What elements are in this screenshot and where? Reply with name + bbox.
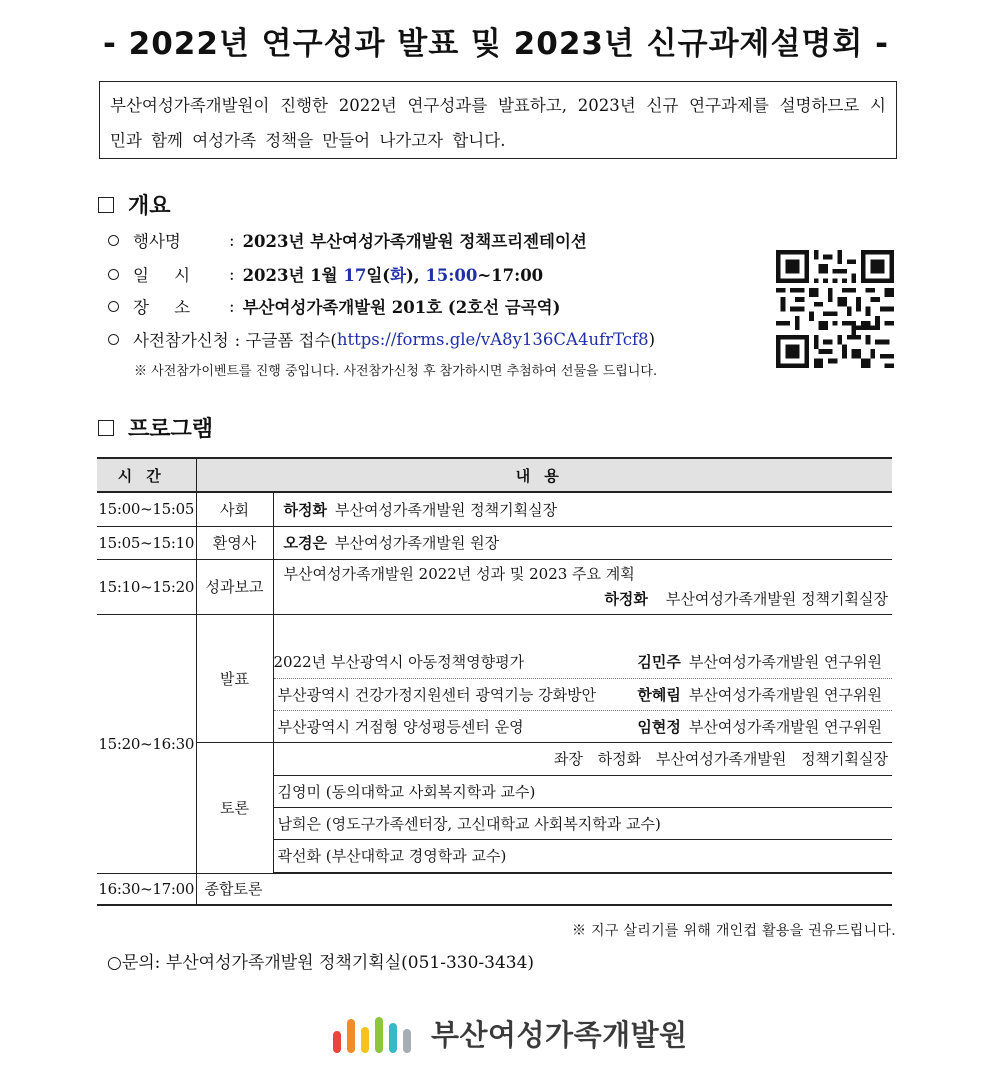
circle-bullet-icon — [108, 269, 119, 280]
logo-bars-icon — [333, 1015, 417, 1053]
event-label: 행사명 — [133, 232, 181, 251]
event-value: 2023년 부산여성가족개발원 정책프리젠테이션 — [242, 232, 587, 251]
table-row: 15:05~15:10 환영사 오경은 부산여성가족개발원 원장 — [97, 526, 892, 559]
intro-box — [99, 81, 897, 159]
logo-bar — [403, 1029, 411, 1053]
signup-link[interactable]: https://forms.gle/vA8y136CA4ufrTcf8 — [336, 329, 649, 349]
logo-bar — [347, 1019, 355, 1053]
circle-bullet-icon — [108, 235, 119, 246]
date-day: 17 — [343, 266, 367, 285]
contact-info: ○문의: 부산여성가족개발원 정책기획실(051-330-3434) — [107, 953, 535, 973]
signup-row: 사전참가신청 : 구글폼 접수( https://forms.gle/vA8y136CA4ufrTcf8 ) — [108, 327, 655, 351]
table-header-row — [97, 458, 892, 492]
table-row: 15:20~16:30 발표 — [97, 614, 892, 646]
event-name-row: 행사명 : 2023년 부산여성가족개발원 정책프리젠테이션 — [108, 228, 587, 252]
table-row: 2022년 부산광역시 아동정책영향평가 김민주 부산여성가족개발원 연구위원 — [97, 646, 892, 678]
table-row: 김영미 (동의대학교 사회복지학과 교수) — [97, 775, 892, 807]
intro-text: 부산여성가족개발원이 진행한 2022년 연구성과를 발표하고, 2023년 신규 연구과제를 설명하므로 시민과 함께 여성가족 정책을 만들어 나가고자 합니다. — [110, 96, 886, 150]
eco-note: ※ 지구 살리기를 위해 개인컵 활용을 권유드립니다. — [571, 923, 896, 939]
present-category: 발표 — [196, 614, 273, 742]
logo-bar — [375, 1017, 383, 1053]
signup-label: 사전참가신청 — [133, 331, 229, 350]
page-title: - 2022년 연구성과 발표 및 2023년 신규과제설명회 - — [103, 26, 889, 62]
logo-bar — [333, 1031, 341, 1053]
date-row: 일 시 : 2023년 1월 17일(화), 15:00~17:00 — [108, 262, 543, 286]
org-logo — [333, 1013, 688, 1054]
table-row: 곽선화 (부산대학교 경영학과 교수) — [97, 839, 892, 872]
discussion-category: 토론 — [196, 742, 273, 873]
table-row: 토론 좌장 하정화 부산여성가족개발원 정책기획실장 — [97, 742, 892, 775]
table-row: 15:00~15:05 사회 하정화 부산여성가족개발원 정책기획실장 — [97, 492, 892, 526]
logo-bar — [361, 1027, 369, 1053]
table-row: 16:30~17:00 종합토론 — [97, 873, 892, 905]
overview-heading — [98, 189, 171, 220]
col-header-time: 시간 — [97, 458, 196, 492]
signup-note: ※ 사전참가이벤트를 진행 중입니다. 사전참가신청 후 참가하시면 추첨하여 선물을 드립니다. — [134, 364, 658, 379]
table-row: 부산광역시 건강가정지원센터 광역기능 강화방안 한혜림 부산여성가족개발원 연구위원 — [97, 678, 892, 710]
date-weekday: 화 — [390, 266, 407, 285]
checkbox-square-icon — [98, 420, 114, 436]
table-row: 부산광역시 거점형 양성평등센터 운영 임현정 부산여성가족개발원 연구위원 — [97, 710, 892, 742]
table-row: 15:10~15:20 성과보고 부산여성가족개발원 2022년 성과 및 2023 주요 계획 하정화 부산여성가족개발원 정책기획실장 — [97, 559, 892, 614]
program-heading-text: 프로그램 — [128, 417, 214, 442]
place-row: 장 소 : 부산여성가족개발원 201호 (2호선 금곡역) — [108, 294, 560, 318]
logo-bar — [389, 1023, 397, 1053]
program-table — [97, 457, 892, 906]
logo-text: 부산여성가족개발원 — [431, 1018, 688, 1052]
col-header-content: 내용 — [196, 458, 892, 492]
place-label: 장 소 — [133, 298, 201, 317]
overview-heading-text: 개요 — [128, 194, 171, 219]
qr-code-icon[interactable] — [776, 250, 894, 368]
circle-bullet-icon — [108, 334, 119, 345]
date-end-time: ~17:00 — [477, 266, 544, 285]
program-heading — [98, 412, 213, 443]
circle-bullet-icon — [108, 301, 119, 312]
date-label: 일 시 — [133, 266, 201, 285]
date-start-time: 15:00 — [425, 266, 478, 285]
place-value: 부산여성가족개발원 201호 (2호선 금곡역) — [242, 298, 561, 317]
table-row: 남희은 (영도구가족센터장, 고신대학교 사회복지학과 교수) — [97, 807, 892, 839]
checkbox-square-icon — [98, 197, 114, 213]
